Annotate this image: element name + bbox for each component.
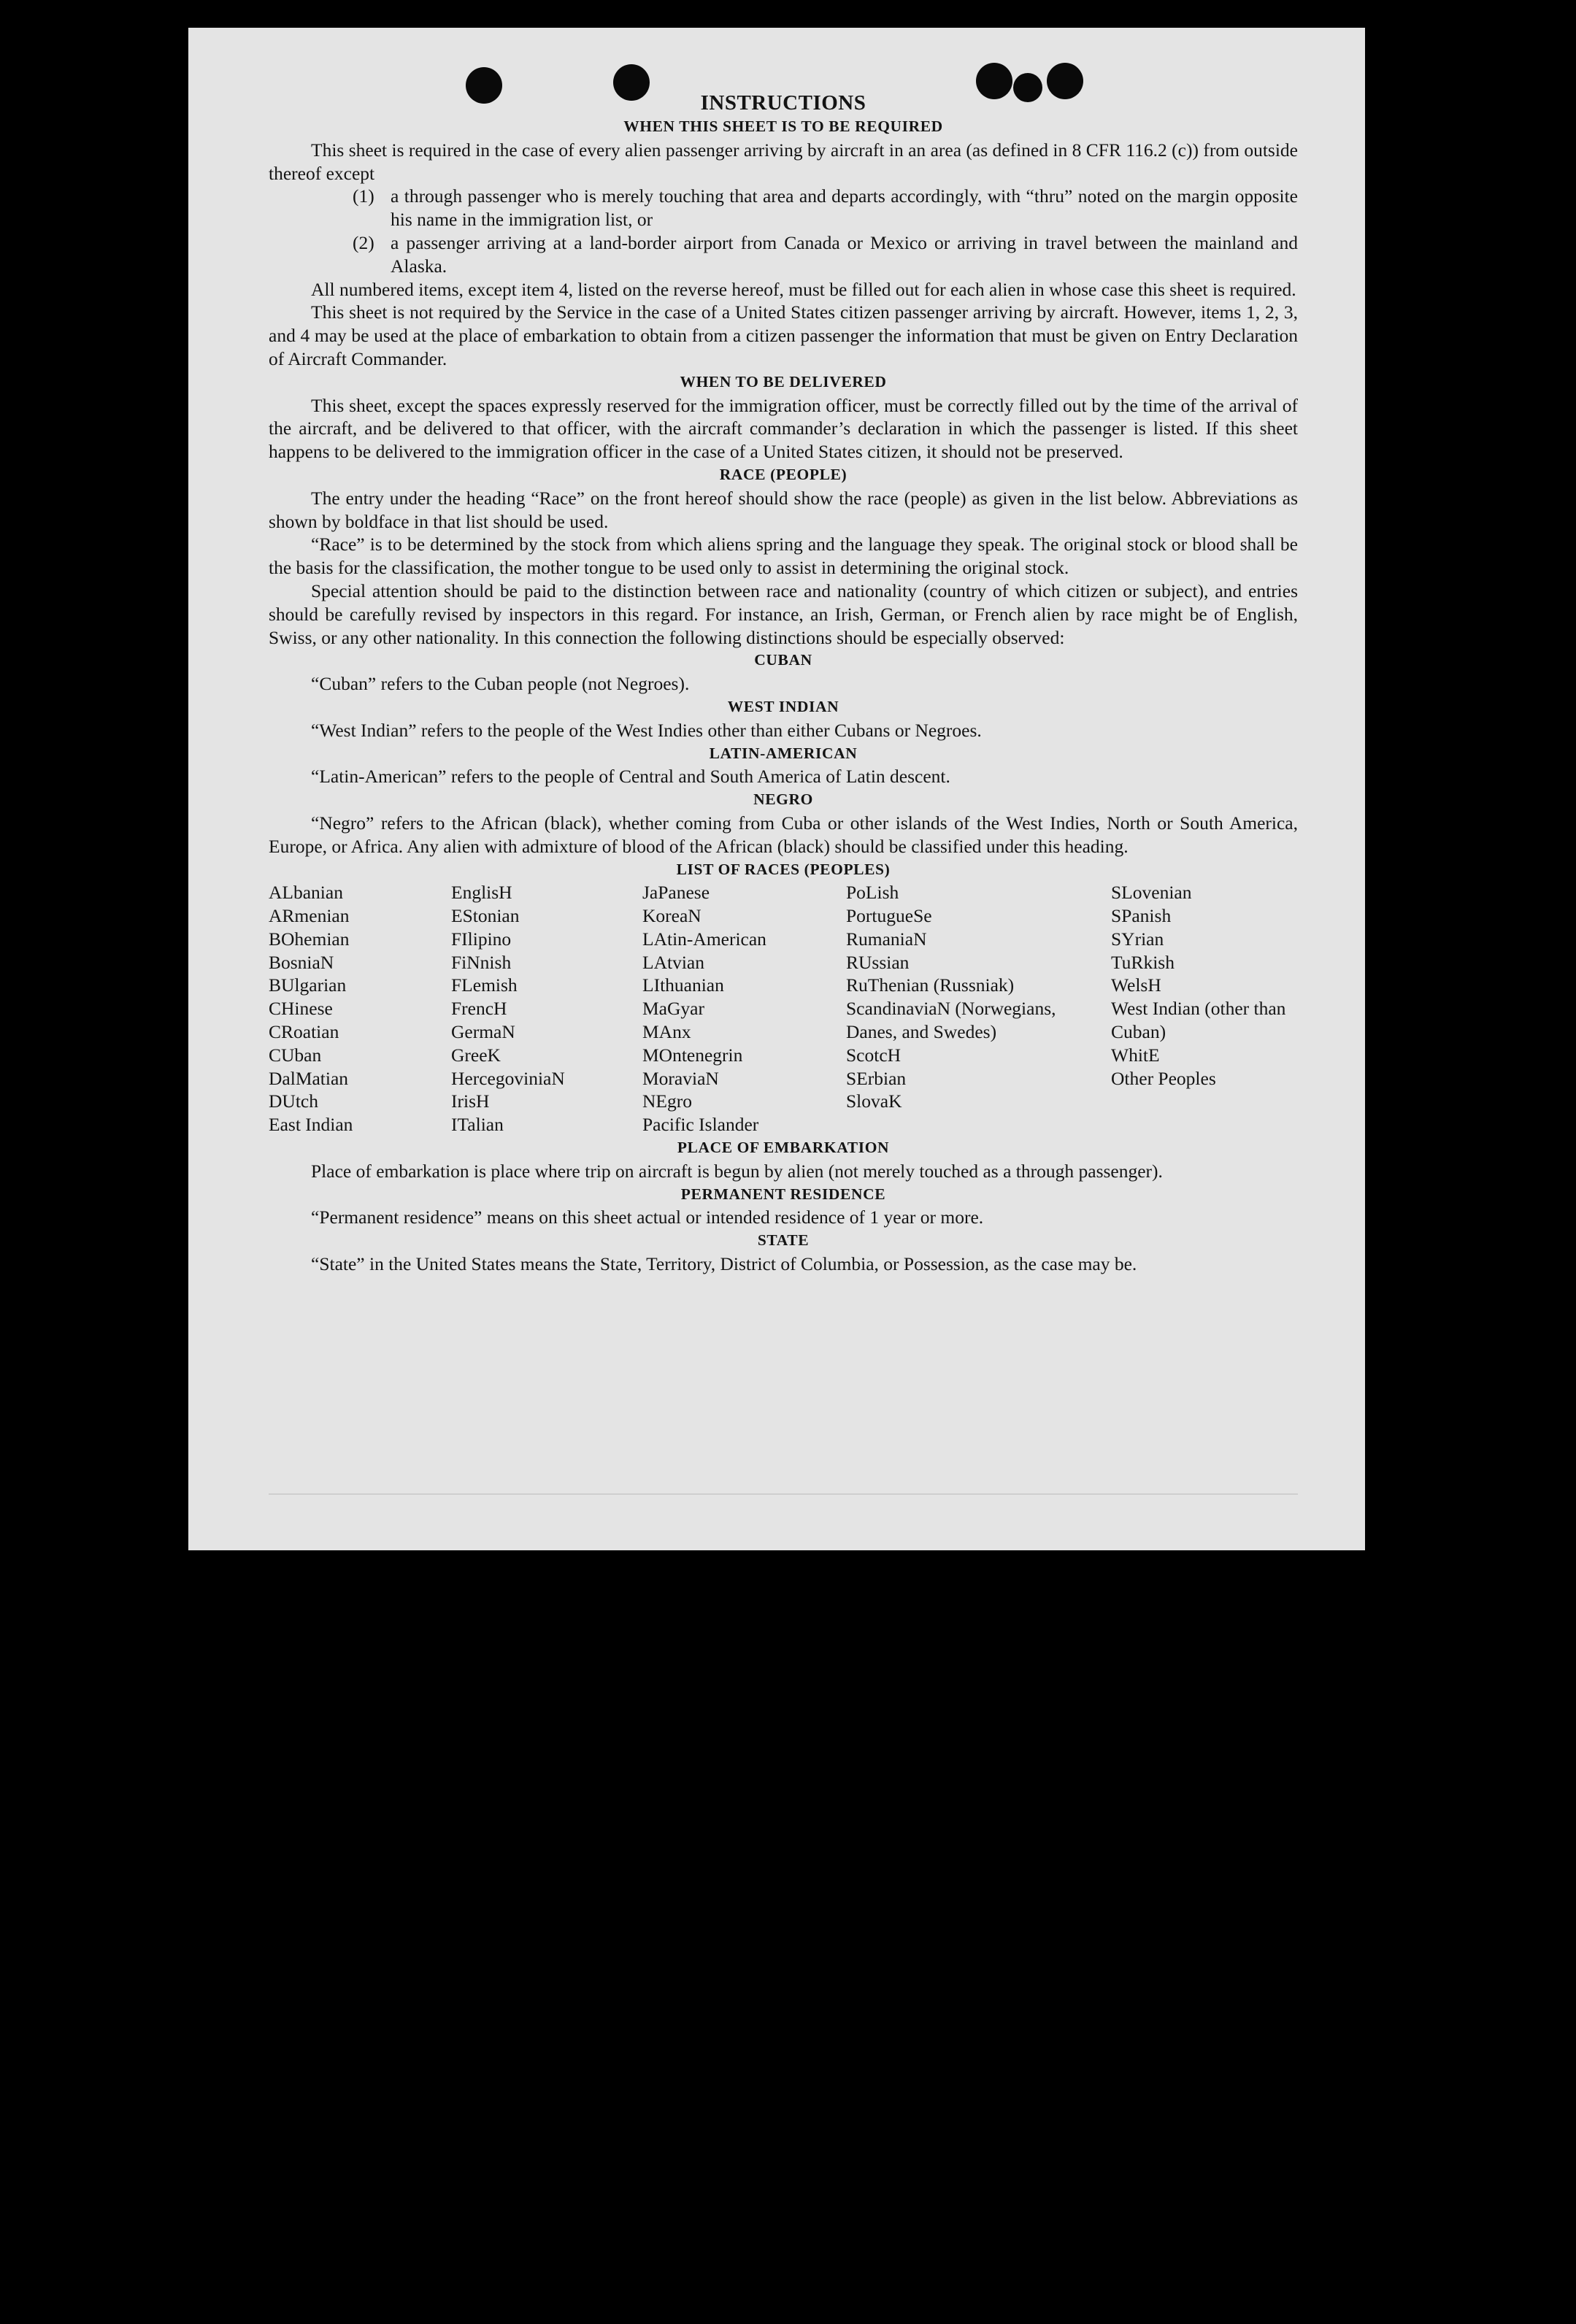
races-column [1111,881,1298,1136]
race-item: Pacific Islander [642,1114,759,1136]
section-heading-required: WHEN THIS SHEET IS TO BE REQUIRED [623,118,943,135]
paragraph: “Permanent residence” means on this sheet actual or intended residence of 1 year or more. [311,1207,984,1228]
paragraph: This sheet is not required by the Service in the case of a United States citizen passenger arriving by aircraft. However, items 1, 2, 3, and 4 may be used at the place of embarkation to obtain from a citizen passenger the information that must be given on Entry Declaration of Aircraft Commander. [269,301,1298,369]
race-item: IrisH [451,1090,490,1112]
section-heading-state: STATE [757,1231,810,1250]
section-heading-residence: PERMANENT RESIDENCE [680,1185,886,1203]
paragraph: Place of embarkation is place where trip on aircraft is begun by alien (not merely touched as a through passenger). [311,1160,1163,1182]
race-item: SlovaK [846,1090,902,1112]
race-item: PortugueSe [846,905,932,927]
item-number: (1) [353,185,374,207]
paragraph: “Cuban” refers to the Cuban people (not Negroes). [311,673,690,695]
race-item: SPanish [1111,905,1172,927]
race-item: LAtin-American [642,928,766,950]
section-heading-latin-american: LATIN-AMERICAN [709,744,858,762]
race-item: MoraviaN [642,1067,719,1089]
paragraph: “State” in the United States means the State, Territory, District of Columbia, or Possession, as the case may be. [311,1253,1137,1275]
paragraph: The entry under the heading “Race” on the front hereof should show the race (people) as given in the list below. Abbreviations as shown by boldface in that list should be used. [269,487,1298,532]
races-column [846,881,1111,1136]
divider [269,1493,1298,1495]
race-item: RuThenian (Russniak) [846,974,1015,996]
item-text: a through passenger who is merely touching that area and departs accordingly, with “thru” noted on the margin opposite his name in the immigration list, or [391,185,1298,231]
paragraph: Special attention should be paid to the distinction between race and nationality (country of which citizen or subject), and entries should be carefully revised by inspectors in this regard. For instance, an Irish, German, or French alien by race might be of English, Swiss, or any other nationality. In this connection the following distinctions should be especially observed: [269,580,1298,648]
race-item: FIlipino [451,928,512,950]
race-item: FiNnish [451,951,512,973]
race-item: ScandinaviaN (Norwegians, Danes, and Swedes) [846,998,1056,1043]
race-item: HercegoviniaN [451,1067,565,1089]
race-item: CHinese [269,998,333,1020]
races-list [269,881,1298,1136]
race-item: Other Peoples [1111,1067,1216,1089]
race-item: BosniaN [269,951,334,973]
race-item: East Indian [269,1114,353,1136]
section-heading-west-indian: WEST INDIAN [727,697,839,715]
race-item: MAnx [642,1021,691,1043]
race-item: RUssian [846,951,910,973]
paragraph: “Latin-American” refers to the people of Central and South America of Latin descent. [311,766,950,788]
section-heading-delivered: WHEN TO BE DELIVERED [680,372,887,390]
race-item: RumaniaN [846,928,927,950]
race-item: MaGyar [642,998,704,1020]
race-item: FrencH [451,998,507,1020]
paragraph: This sheet is required in the case of every alien passenger arriving by aircraft in an area (as defined in 8 CFR 116.2 (c)) from outside thereof except [269,139,1298,184]
race-item: DUtch [269,1090,318,1112]
section-heading-cuban: CUBAN [754,651,812,669]
race-item: KoreaN [642,905,701,927]
instructions-content [269,91,1298,1276]
race-item: JaPanese [642,882,710,904]
section-heading-races: LIST OF RACES (PEOPLES) [676,860,891,878]
race-item: ARmenian [269,905,350,927]
race-item: BUlgarian [269,974,347,996]
race-item: GreeK [451,1044,501,1066]
race-item: WhitE [1111,1044,1160,1066]
races-column [451,881,642,1136]
race-item: West Indian (other than Cuban) [1111,998,1286,1043]
race-item: WelsH [1111,974,1161,996]
race-item: BOhemian [269,928,350,950]
section-heading-race: RACE (PEOPLE) [719,465,847,483]
paragraph: “Negro” refers to the African (black), whether coming from Cuba or other islands of the West Indies, North or South America, Europe, or Africa. Any alien with admixture of blood of the African (black) should be classified under this heading. [269,812,1298,857]
race-item: CRoatian [269,1021,339,1043]
paragraph: This sheet, except the spaces expressly reserved for the immigration officer, must be correctly filled out by the time of the arrival of the aircraft, and be delivered to that officer, with the aircraft commander’s declaration in which the passenger is listed. If this sheet happens to be delivered to the immigration officer in the case of a United States citizen, it should not be preserved. [269,394,1298,463]
races-column [642,881,846,1136]
section-heading-negro: NEGRO [753,790,813,809]
race-item: SErbian [846,1067,907,1089]
race-item: PoLish [846,882,899,904]
race-item: TuRkish [1111,951,1175,973]
race-item: FLemish [451,974,518,996]
race-item: SYrian [1111,928,1164,950]
paragraph: “West Indian” refers to the people of the West Indies other than either Cubans or Negroes. [311,719,982,741]
race-item: NEgro [642,1090,692,1112]
race-item: ScotcH [846,1044,902,1066]
section-heading-embarkation: PLACE OF EMBARKATION [677,1139,890,1157]
race-item: ITalian [451,1114,504,1136]
document-sheet [188,28,1365,1550]
list-item [269,231,1298,278]
race-item: DalMatian [269,1067,349,1089]
list-item [269,185,1298,231]
race-item: EStonian [451,905,520,927]
race-item: LAtvian [642,951,704,973]
item-number: (2) [353,231,374,253]
paragraph: “Race” is to be determined by the stock from which aliens spring and the language they speak. The original stock or blood shall be the basis for the classification, the mother tongue to be used only to assist in determining the original stock. [269,534,1298,579]
page-title: INSTRUCTIONS [700,91,866,115]
race-item: EnglisH [451,882,512,904]
race-item: ALbanian [269,882,343,904]
paragraph: All numbered items, except item 4, listed on the reverse hereof, must be filled out for each alien in whose case this sheet is required. [311,278,1296,300]
races-column [269,881,451,1136]
race-item: GermaN [451,1021,515,1043]
race-item: LIthuanian [642,974,724,996]
race-item: SLovenian [1111,882,1192,904]
item-text: a passenger arriving at a land-border airport from Canada or Mexico or arriving in travel between the mainland and Alaska. [391,231,1298,277]
race-item: CUban [269,1044,322,1066]
race-item: MOntenegrin [642,1044,743,1066]
